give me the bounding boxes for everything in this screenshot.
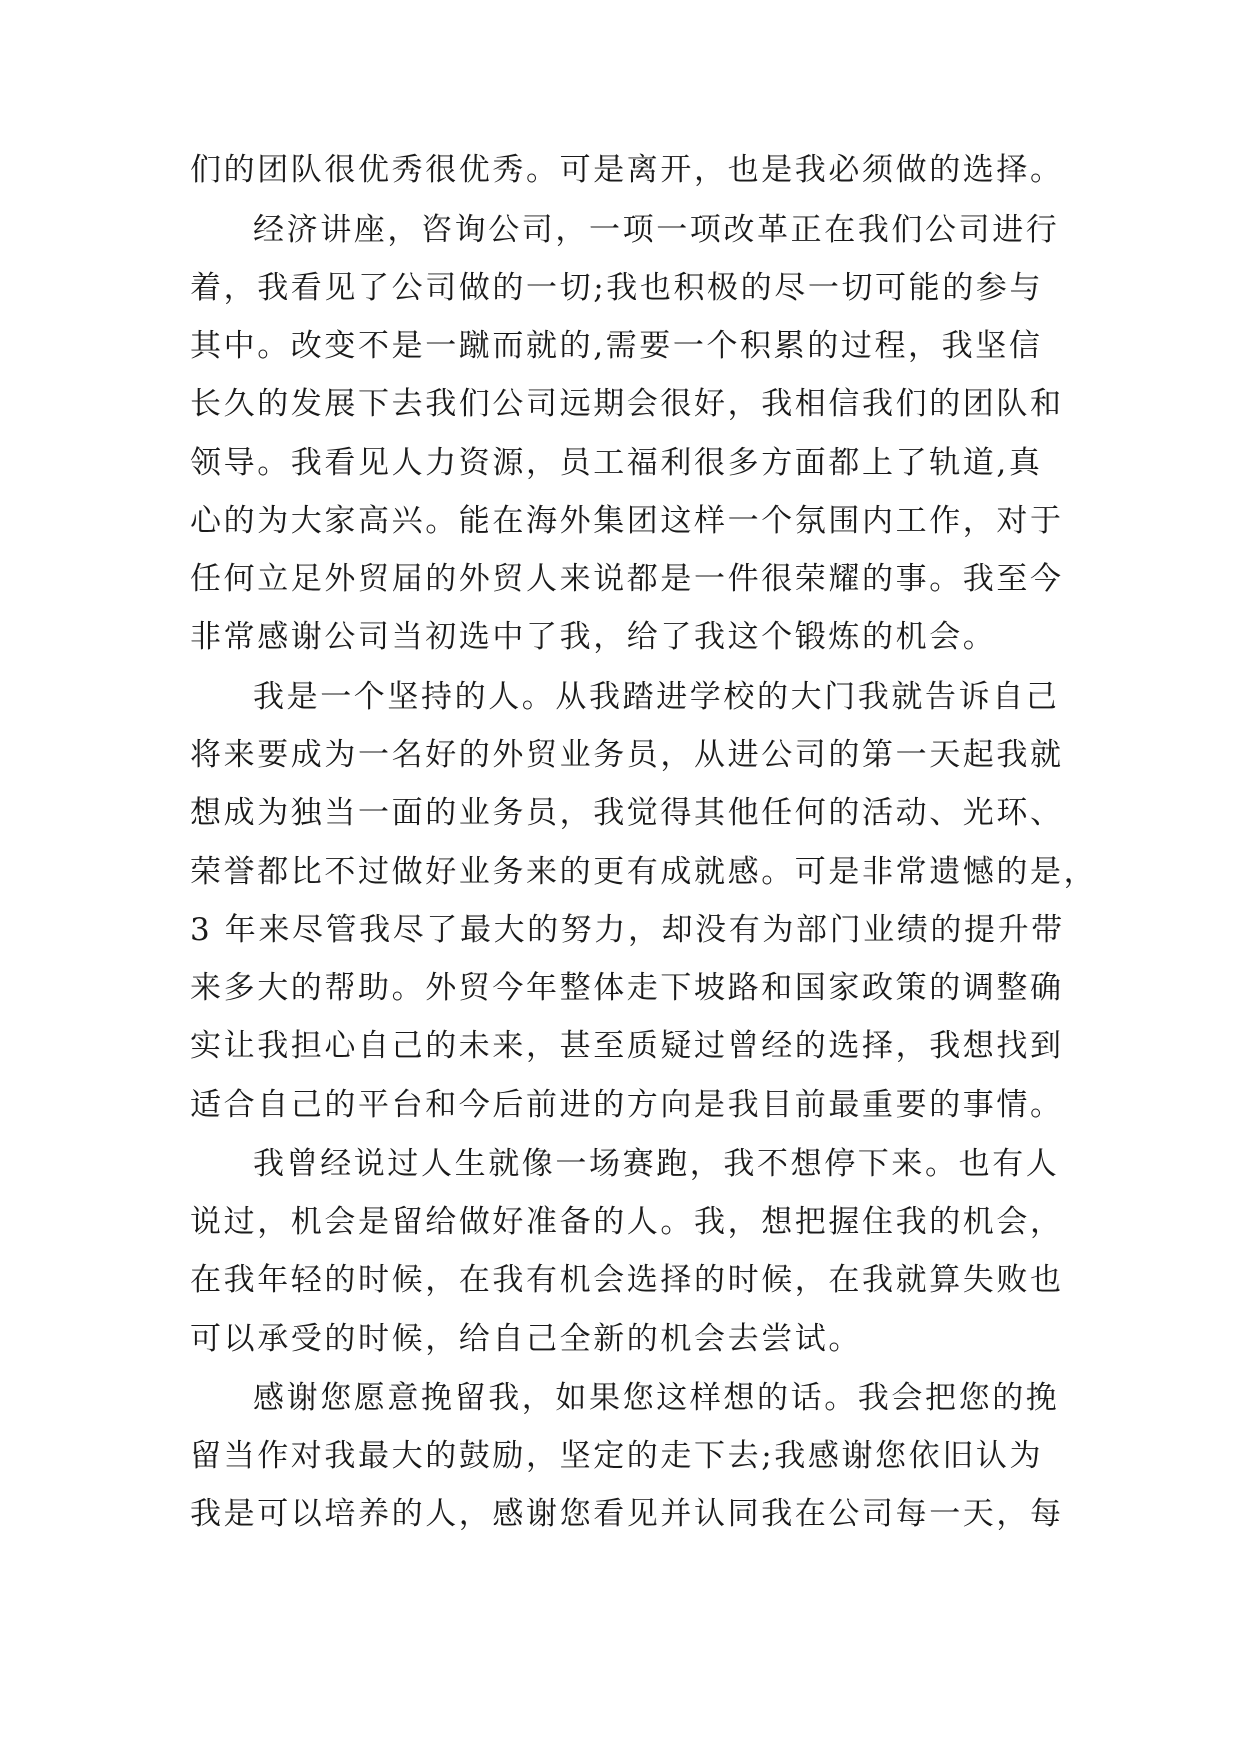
text-line: 将来要成为一名好的外贸业务员，从进公司的第一天起我就 bbox=[190, 737, 1064, 773]
paragraph-first-line: 经济讲座，咨询公司，一项一项改革正在我们公司进行 bbox=[253, 212, 1060, 248]
text-line: 适合自己的平台和今后前进的方向是我目前最重要的事情。 bbox=[190, 1087, 1064, 1123]
text-line: 非常感谢公司当初选中了我，给了我这个锻炼的机会。 bbox=[190, 619, 997, 655]
text-line: 来多大的帮助。外贸今年整体走下坡路和国家政策的调整确 bbox=[190, 970, 1064, 1006]
paragraph-first-line: 我是一个坚持的人。从我踏进学校的大门我就告诉自己 bbox=[253, 679, 1060, 715]
text-line: 任何立足外贸届的外贸人来说都是一件很荣耀的事。我至今 bbox=[190, 561, 1064, 597]
text-line: 在我年轻的时候，在我有机会选择的时候，在我就算失败也 bbox=[190, 1262, 1064, 1298]
text-line: 着，我看见了公司做的一切;我也积极的尽一切可能的参与 bbox=[190, 270, 1044, 306]
text-line: 荣誉都比不过做好业务来的更有成就感。可是非常遗憾的是， bbox=[190, 854, 1098, 890]
text-line: 领导。我看见人力资源，员工福利很多方面都上了轨道,真 bbox=[190, 445, 1043, 481]
paragraph-first-line: 我曾经说过人生就像一场赛跑，我不想停下来。也有人 bbox=[253, 1146, 1060, 1182]
text-line: 3 年来尽管我尽了最大的努力，却没有为部门业绩的提升带 bbox=[190, 912, 1065, 948]
text-line: 说过，机会是留给做好准备的人。我，想把握住我的机会， bbox=[190, 1204, 1064, 1240]
text-line: 长久的发展下去我们公司远期会很好，我相信我们的团队和 bbox=[190, 386, 1064, 422]
text-line: 可以承受的时候，给自己全新的机会去尝试。 bbox=[190, 1321, 862, 1357]
paragraph-first-line: 感谢您愿意挽留我，如果您这样想的话。我会把您的挽 bbox=[253, 1380, 1060, 1416]
text-line: 留当作对我最大的鼓励，坚定的走下去;我感谢您依旧认为 bbox=[190, 1438, 1044, 1474]
text-line: 实让我担心自己的未来，甚至质疑过曾经的选择，我想找到 bbox=[190, 1028, 1064, 1064]
text-line: 们的团队很优秀很优秀。可是离开，也是我必须做的选择。 bbox=[190, 152, 1064, 188]
text-line: 我是可以培养的人，感谢您看见并认同我在公司每一天，每 bbox=[190, 1496, 1064, 1532]
text-line: 心的为大家高兴。能在海外集团这样一个氛围内工作，对于 bbox=[190, 503, 1064, 539]
text-line: 想成为独当一面的业务员，我觉得其他任何的活动、光环、 bbox=[190, 795, 1064, 831]
text-line: 其中。改变不是一蹴而就的,需要一个积累的过程，我坚信 bbox=[190, 328, 1043, 364]
